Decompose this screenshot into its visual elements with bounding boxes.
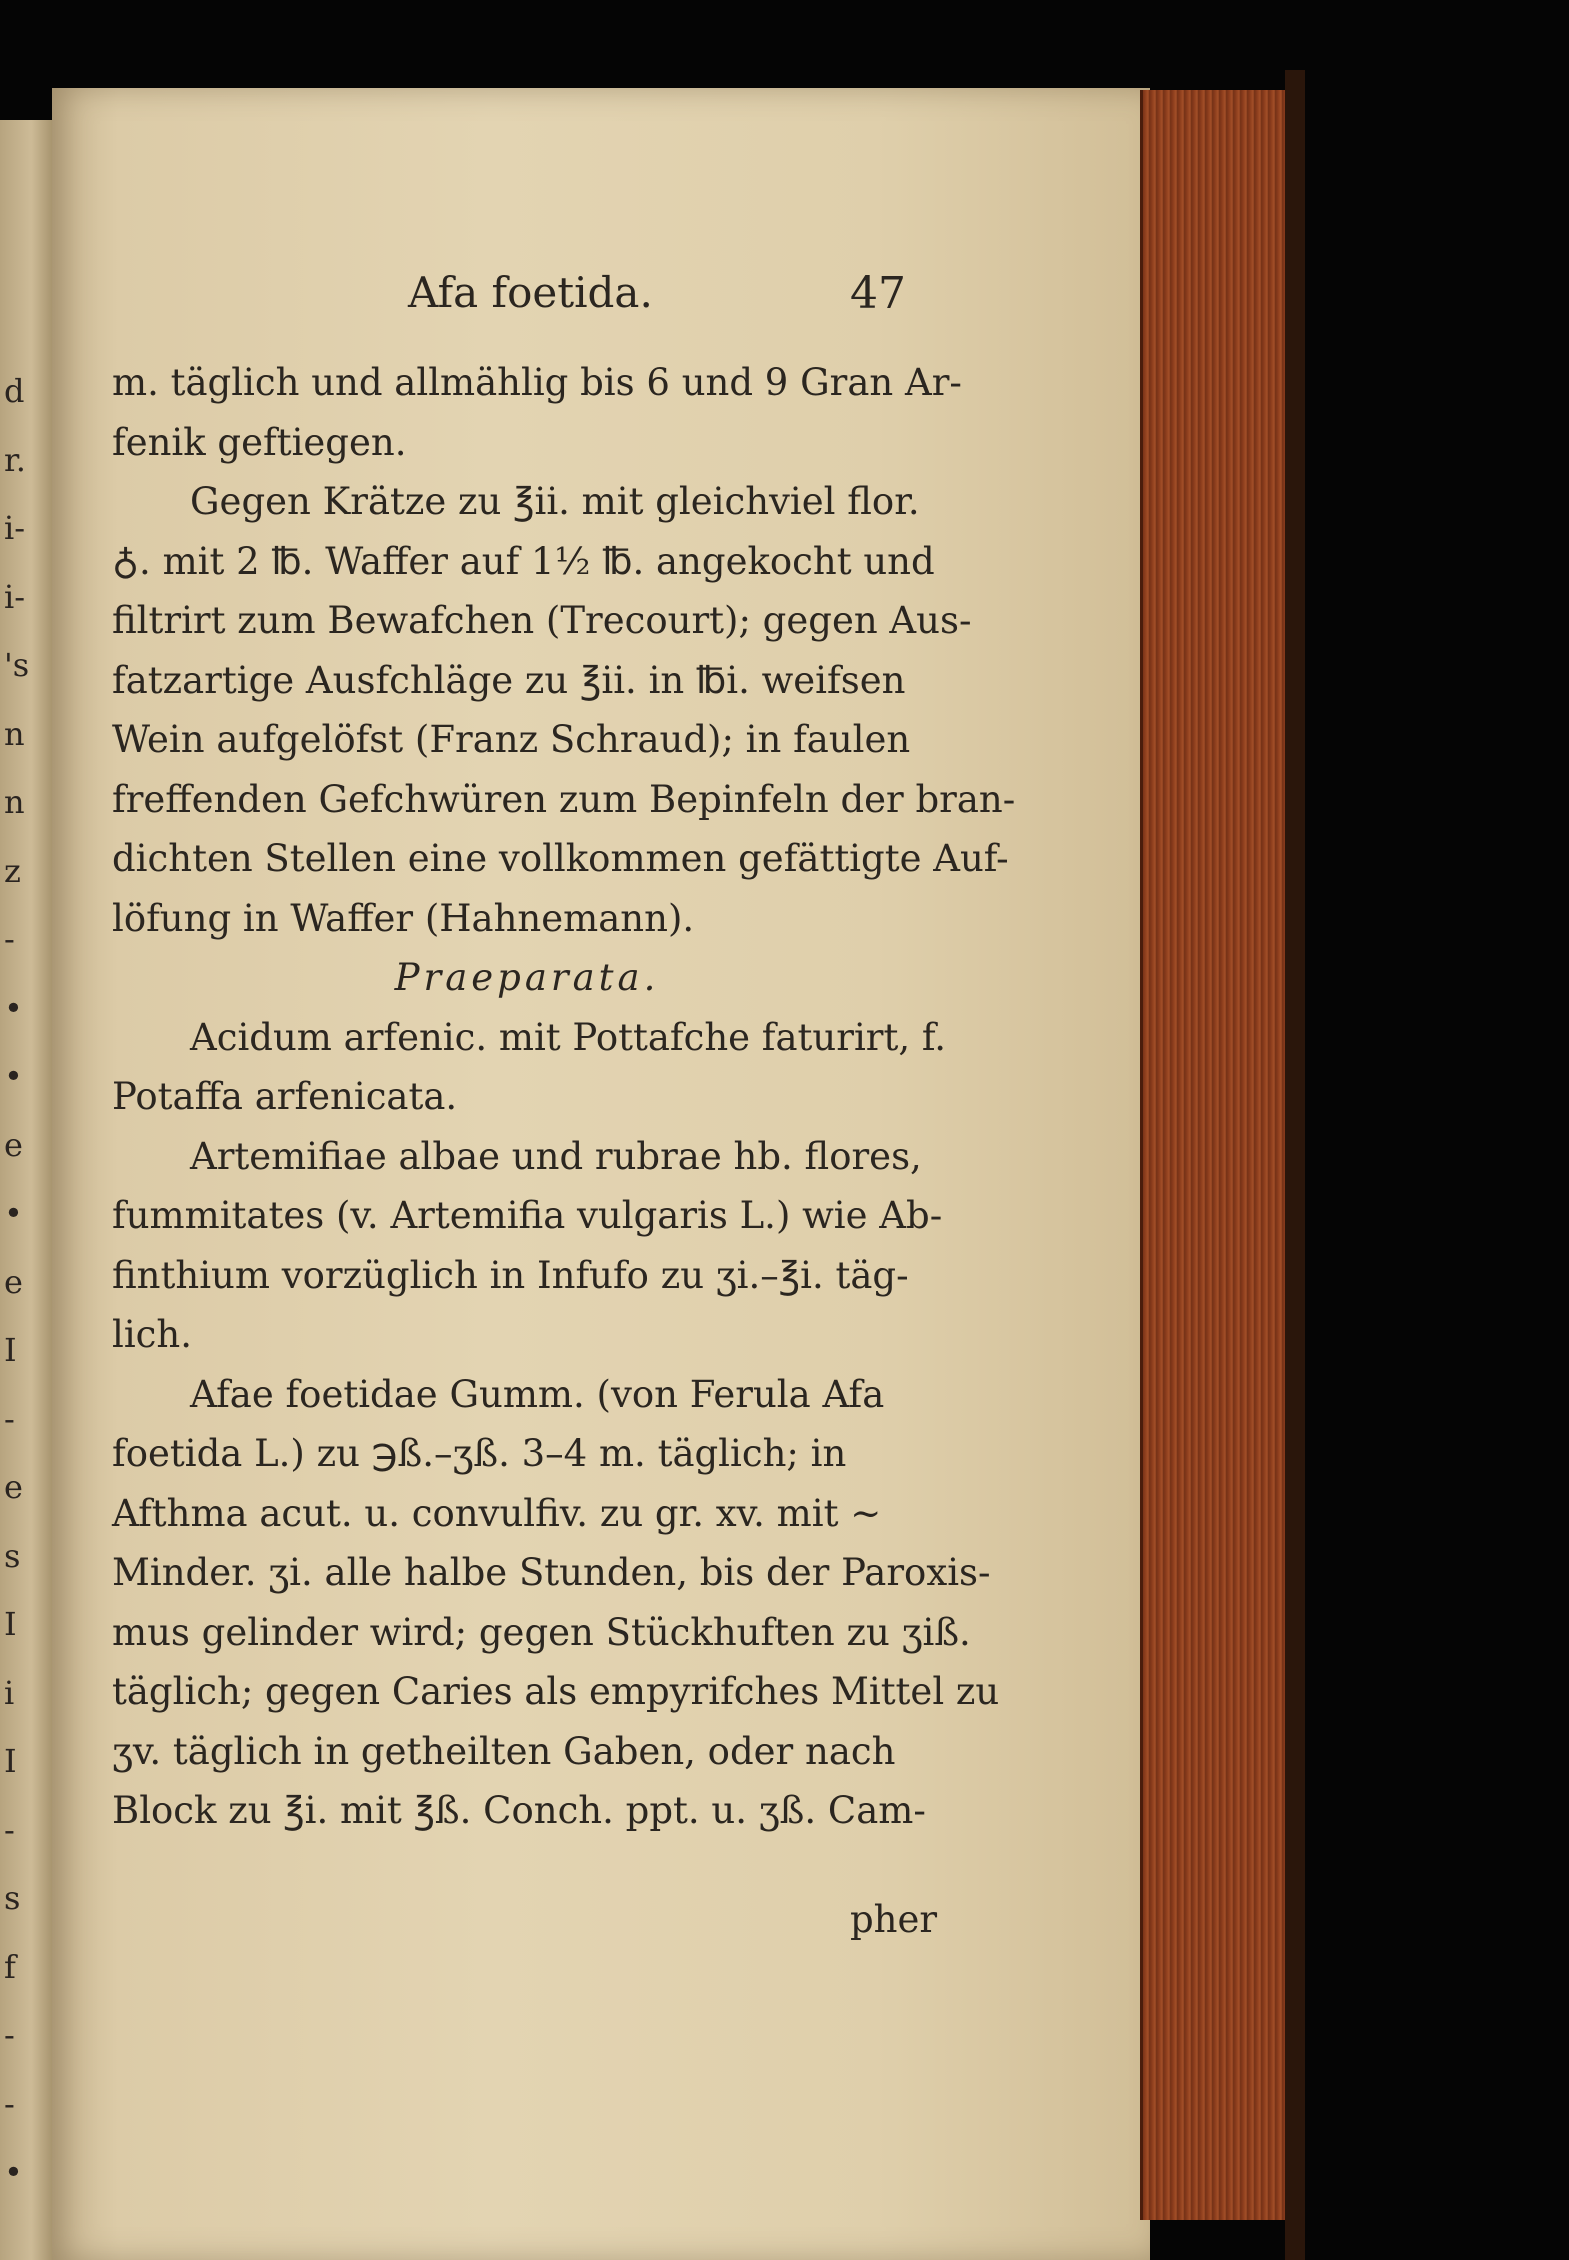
left-margin-char: n — [4, 783, 25, 821]
text-line: täglich; gegen Caries als empyrifches Mittel zu — [112, 1670, 1000, 1713]
text-line: filtrirt zum Bewafchen (Trecourt); gegen Aus- — [112, 599, 972, 642]
left-margin-char: e — [4, 1262, 23, 1301]
left-margin-char: s — [4, 1536, 21, 1575]
left-margin-char: • — [4, 988, 23, 1027]
text-line: fatzartige Ausfchläge zu ℥ii. in ℔i. weifsen — [112, 658, 906, 702]
left-margin-char: f — [4, 1947, 16, 1986]
left-margin-char: r. — [4, 440, 26, 479]
left-margin-char: e — [4, 1468, 23, 1506]
text-line: Wein aufgelöfst (Franz Schraud); in faulen — [112, 718, 911, 761]
left-margin-char: I — [4, 1605, 17, 1643]
text-line: Acidum arfenic. mit Pottafche faturirt, f. — [190, 1015, 946, 1059]
left-margin-char: i — [4, 1673, 15, 1712]
left-margin-char: z — [4, 851, 21, 890]
section-heading: Praeparata. — [394, 956, 660, 999]
text-line: löfung in Waffer (Hahnemann). — [112, 896, 695, 940]
left-margin-char: d — [4, 372, 25, 410]
text-line: ʒv. täglich in getheilten Gaben, oder nach — [112, 1729, 896, 1773]
left-margin-char: - — [4, 2084, 15, 2123]
text-line: Gegen Krätze zu ℥ii. mit gleichviel flor. — [190, 480, 920, 523]
text-line: Minder. ʒi. alle halbe Stunden, bis der Paroxis- — [112, 1551, 991, 1594]
left-margin-char: I — [4, 1331, 17, 1369]
text-line: Afae foetidae Gumm. (von Ferula Afa — [190, 1372, 885, 1416]
catchword: pher — [850, 1898, 938, 1941]
left-margin-char: e — [4, 1125, 23, 1164]
left-margin-char: n — [4, 714, 25, 753]
left-margin-char: • — [4, 1057, 23, 1095]
text-line: fenik geftiegen. — [112, 420, 407, 464]
text-line: finthium vorzüglich in Infufo zu ʒi.–℥i. täg- — [112, 1253, 909, 1297]
page-number: 47 — [850, 268, 906, 319]
left-margin-char: • — [4, 2153, 23, 2191]
text-line: lich. — [112, 1313, 192, 1356]
text-line: ♁. mit 2 ℔. Waffer auf 1½ ℔. angekocht und — [112, 539, 935, 583]
edge-shadow — [1285, 70, 1305, 2260]
left-margin-char: - — [4, 920, 15, 958]
left-margin-char: - — [4, 2016, 15, 2054]
left-margin-char: i- — [4, 577, 26, 616]
left-margin-char: - — [4, 1810, 15, 1849]
left-margin-char: s — [4, 1879, 21, 1917]
left-margin-char: • — [4, 1194, 23, 1232]
text-line: Artemifiae albae und rubrae hb. flores, — [190, 1134, 922, 1178]
text-line: m. täglich und allmählig bis 6 und 9 Gran Ar- — [112, 361, 962, 404]
page-fore-edge — [1140, 90, 1288, 2220]
text-line: Afthma acut. u. convulfiv. zu gr. xv. mit ~ — [112, 1491, 882, 1535]
text-line: Block zu ℥i. mit ℥ß. Conch. ppt. u. ʒß. Cam- — [112, 1789, 926, 1832]
body-lines — [112, 353, 1016, 1841]
left-margin-char: I — [4, 1742, 17, 1780]
left-margin-char: i- — [4, 509, 26, 547]
text-line: Potaffa arfenicata. — [112, 1075, 458, 1118]
running-title: Afa foetida. — [408, 268, 653, 317]
text-line: dichten Stellen eine vollkommen gefättigte Auf- — [112, 837, 1009, 880]
left-margin-char: 's — [4, 646, 30, 684]
text-line: foetida L.) zu ℈ß.–ʒß. 3–4 m. täglich; in — [112, 1432, 847, 1475]
text-line: fummitates (v. Artemifia vulgaris L.) wie Ab- — [112, 1194, 943, 1237]
left-margin-char: - — [4, 1399, 15, 1438]
text-line: freffenden Gefchwüren zum Bepinfeln der bran- — [112, 777, 1016, 821]
text-line: mus gelinder wird; gegen Stückhuften zu ʒiß. — [112, 1610, 971, 1654]
